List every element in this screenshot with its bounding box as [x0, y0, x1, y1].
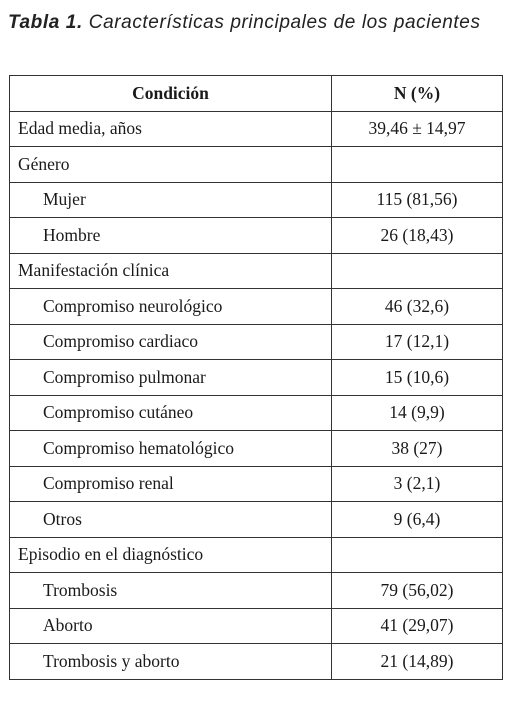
- value-cell: 3 (2,1): [332, 466, 503, 502]
- value-cell: 115 (81,56): [332, 182, 503, 218]
- condition-cell: Edad media, años: [10, 111, 332, 147]
- table-caption: [8, 10, 508, 35]
- table-row: [10, 537, 503, 573]
- value-cell: 15 (10,6): [332, 360, 503, 396]
- table-row: [10, 395, 503, 431]
- condition-cell: Aborto: [10, 608, 332, 644]
- condition-cell: Compromiso cardiaco: [10, 324, 332, 360]
- table-row: [10, 182, 503, 218]
- table-header-row: [10, 76, 503, 112]
- table-row: [10, 466, 503, 502]
- value-cell: [332, 537, 503, 573]
- table-row: [10, 644, 503, 680]
- condition-cell: Otros: [10, 502, 332, 538]
- table-row: [10, 573, 503, 609]
- table-row: [10, 147, 503, 183]
- value-cell: 39,46 ± 14,97: [332, 111, 503, 147]
- condition-cell: Episodio en el diagnóstico: [10, 537, 332, 573]
- value-cell: 21 (14,89): [332, 644, 503, 680]
- value-cell: 9 (6,4): [332, 502, 503, 538]
- condition-cell: Hombre: [10, 218, 332, 254]
- value-cell: 26 (18,43): [332, 218, 503, 254]
- table-caption-text: Características principales de los pacientes: [88, 12, 481, 33]
- condition-cell: Compromiso pulmonar: [10, 360, 332, 396]
- condition-cell: Mujer: [10, 182, 332, 218]
- table-row: [10, 360, 503, 396]
- condition-cell: Compromiso renal: [10, 466, 332, 502]
- table-row: [10, 608, 503, 644]
- value-cell: 14 (9,9): [332, 395, 503, 431]
- value-cell: [332, 253, 503, 289]
- condition-cell: Trombosis: [10, 573, 332, 609]
- value-cell: 17 (12,1): [332, 324, 503, 360]
- value-cell: 41 (29,07): [332, 608, 503, 644]
- patient-characteristics-table: [9, 75, 503, 680]
- table-row: [10, 502, 503, 538]
- value-cell: 79 (56,02): [332, 573, 503, 609]
- table-row: [10, 253, 503, 289]
- condition-cell: Compromiso neurológico: [10, 289, 332, 325]
- table-row: [10, 111, 503, 147]
- table-caption-label: Tabla 1.: [8, 12, 83, 33]
- condition-cell: Trombosis y aborto: [10, 644, 332, 680]
- condition-cell: Compromiso cutáneo: [10, 395, 332, 431]
- value-cell: [332, 147, 503, 183]
- value-cell: 46 (32,6): [332, 289, 503, 325]
- table-row: [10, 289, 503, 325]
- condition-cell: Compromiso hematológico: [10, 431, 332, 467]
- condition-cell: Género: [10, 147, 332, 183]
- table-body: [10, 111, 503, 679]
- table-row: [10, 431, 503, 467]
- table-row: [10, 218, 503, 254]
- value-cell: 38 (27): [332, 431, 503, 467]
- table-row: [10, 324, 503, 360]
- header-condition: Condición: [10, 76, 332, 112]
- header-n-percent: N (%): [332, 76, 503, 112]
- condition-cell: Manifestación clínica: [10, 253, 332, 289]
